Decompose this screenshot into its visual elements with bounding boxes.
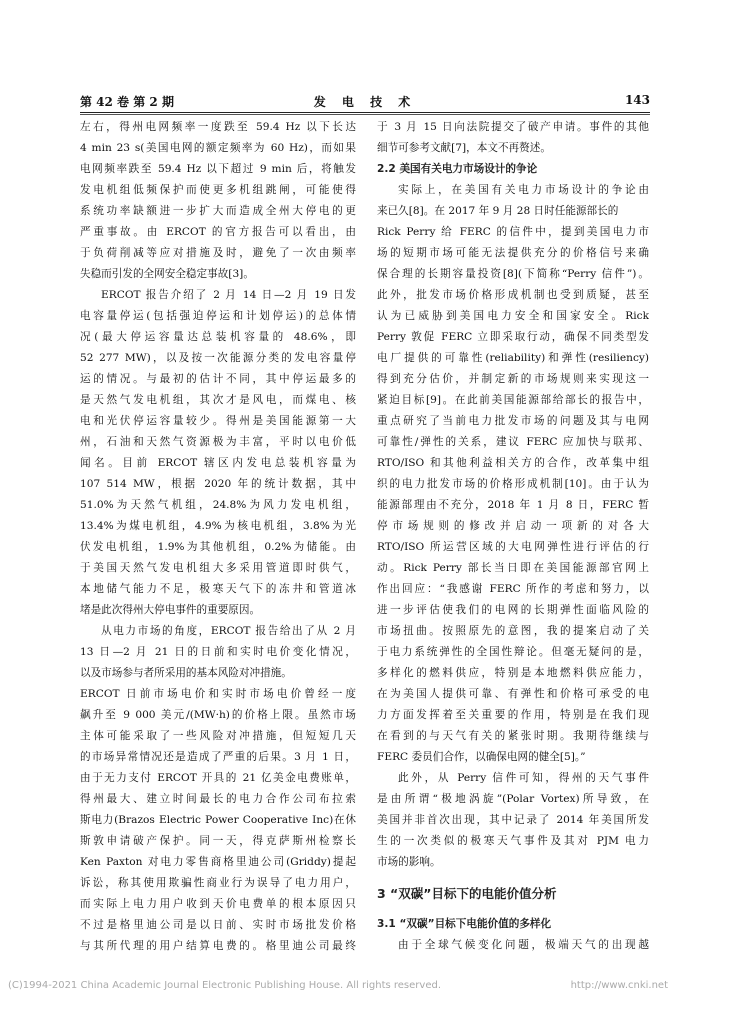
text-line: Rick Perry 给 FERC 的信件中，提到美国电力市: [377, 226, 649, 238]
journal-title: 发 电 技 术: [313, 95, 417, 109]
text-line: 与其所代理的用户结算电费的。格里迪公司最终: [80, 940, 356, 952]
text-line: 认为已威胁到美国电力安全和国家安全。Rick: [377, 310, 649, 322]
text-line: 左右，得州电网频率一度跌至 59.4 Hz 以下长达: [80, 121, 356, 133]
text-line: 州，石油和天然气资源极为丰富，平时以电价低: [80, 436, 356, 448]
text-line: 场的短期市场可能无法提供充分的价格信号来确: [377, 247, 649, 259]
text-line: 可靠性/弹性的关系，建议 FERC 应加快与联邦、: [377, 436, 649, 448]
text-line: 是天然气发电机组，其次才是风电，而煤电、核: [80, 394, 356, 406]
text-line: 斯敦申请破产保护。同一天，得克萨斯州检察长: [80, 835, 356, 847]
running-header: [80, 93, 650, 111]
text-line: ERCOT 报告介绍了 2 月 14 日—2 月 19 日发: [101, 289, 356, 301]
right-paragraph-continuation: [377, 117, 649, 159]
text-line: 107 514 MW，根据 2020 年的统计数据，其中: [80, 478, 356, 490]
text-line: 发电机组低频保护而使更多机组跳闸，可能使得: [80, 184, 356, 196]
text-line: 作出回应：“我感谢 FERC 所作的考虑和努力，以: [377, 583, 649, 595]
text-line: 生的一次类似的极寒天气事件及其对 PJM 电力: [377, 835, 649, 847]
text-line: FERC 委员们合作，以确保电网的健全[5]。”: [377, 751, 586, 763]
text-line: 于 3 月 15 日向法院提交了破产申请。事件的其他: [377, 121, 649, 133]
text-line: 在看到的与天气有关的紧张时期。我期待继续与: [377, 730, 649, 742]
text-line: 来已久[8]。在 2017 年 9 月 28 日时任能源部长的: [377, 205, 619, 217]
text-line: 斯电力(Brazos Electric Power Cooperative Inc)在休: [80, 814, 356, 826]
text-line: 况(最大停运容量达总装机容量的 48.6%，即: [80, 331, 356, 343]
text-line: 电和光伏停运容量较少。得州是美国能源第一大: [80, 415, 356, 427]
text-line: 实际上，在美国有关电力市场设计的争论由: [398, 184, 649, 196]
copyright-text: (C)1994-2021 China Academic Journal Electronic Publishing House. All rights reserved.: [8, 980, 441, 991]
text-line: 多样化的燃料供应，特别是本地燃料供应能力，: [377, 667, 649, 679]
text-line: 织的电力批发市场的价格形成机制[10]。由于认为: [377, 478, 649, 490]
text-line: 本地储气能力不足，极寒天气下的冻井和管道冰: [80, 583, 356, 595]
section-2-2-heading: 2.2 美国有关电力市场设计的争论: [377, 163, 538, 175]
text-line: 电厂提供的可靠性(reliability)和弹性(resiliency): [377, 352, 649, 364]
text-line: 飙升至 9 000 美元/(MW·h)的价格上限。虽然市场: [80, 709, 356, 721]
text-line: 电网频率跌至 59.4 Hz 以下超过 9 min 后，将触发: [80, 163, 356, 175]
text-line: 力方面发挥着至关重要的作用，特别是在我们现: [377, 709, 649, 721]
text-line: 美国并非首次出现，其中记录了 2014 年美国所发: [377, 814, 649, 826]
text-line: 从电力市场的角度，ERCOT 报告给出了从 2 月: [101, 625, 356, 637]
page-number: 143: [624, 93, 650, 107]
header-rule: [80, 112, 650, 113]
text-line: 严重事故。由 ERCOT 的官方报告可以看出，由: [80, 226, 356, 238]
cnki-link[interactable]: http://www.cnki.net: [570, 980, 668, 991]
text-line: 此外，批发市场价格形成机制也受到质疑，甚至: [377, 289, 649, 301]
text-line: 52 277 MW)，以及按一次能源分类的发电容量停: [80, 352, 356, 364]
text-line: 51.0%为天然气机组，24.8%为风力发电机组，: [80, 499, 356, 511]
text-line: 伏发电机组，1.9%为其他机组，0.2%为储能。由: [80, 541, 356, 553]
text-line: 得州最大、建立时间最长的电力合作公司布拉索: [80, 793, 356, 805]
text-line: 失稳而引发的全网安全稳定事故[3]。: [80, 268, 254, 280]
text-line: RTO/ISO 和其他利益相关方的合作，改革集中组: [377, 457, 649, 469]
text-line: 市场的影响。: [377, 856, 441, 868]
text-line: 于电力系统弹性的全国性辩论。但毫无疑问的是，: [377, 646, 649, 658]
text-line: Ken Paxton 对电力零售商格里迪公司(Griddy)提起: [80, 856, 356, 868]
text-line: 保合理的长期容量投资[8](下简称“Perry 信件”)。: [377, 268, 649, 280]
text-line: 系统功率缺额进一步扩大而造成全州大停电的更: [80, 205, 356, 217]
text-line: 重点研究了当前电力批发市场的问题及其与电网: [377, 415, 649, 427]
text-line: 不过是格里迪公司是以日前、实时市场批发价格: [80, 919, 356, 931]
volume-issue: 第 42 卷 第 2 期: [80, 95, 174, 109]
text-line: ERCOT 日前市场电价和实时市场电价曾经一度: [80, 688, 356, 700]
text-line: Perry 敦促 FERC 立即采取行动，确保不同类型发: [377, 331, 649, 343]
text-line: 由于无力支付 ERCOT 开具的 21 亿美金电费账单，: [80, 772, 356, 784]
text-line: 得到充分估价，并制定新的市场规则来实现这一: [377, 373, 649, 385]
text-line: 电容量停运(包括强迫停运和计划停运)的总体情: [80, 310, 356, 322]
text-line: 于负荷削减等应对措施及时，避免了一次由频率: [80, 247, 356, 259]
text-line: 主体可能采取了一些风险对冲措施，但短短几天: [80, 730, 356, 742]
text-line: 能源部理由不充分，2018 年 1 月 8 日，FERC 暂: [377, 499, 649, 511]
text-line: 13.4%为煤电机组，4.9%为核电机组，3.8%为光: [80, 520, 356, 532]
text-line: 进一步评估使我们的电网的长期弹性面临风险的: [377, 604, 649, 616]
text-line: 市场扭曲。按照原先的意图，我的提案启动了关: [377, 625, 649, 637]
text-line: 诉讼，称其使用欺骗性商业行为误导了电力用户，: [80, 877, 356, 889]
section-3-heading: 3 “双碳”目标下的电能价值分析: [377, 886, 557, 901]
text-line: 于美国天然气发电机组大多采用管道即时供气，: [80, 562, 356, 574]
text-line: 停市场规则的修改并启动一项新的对各大: [377, 520, 649, 532]
text-line: 以及市场参与者所采用的基本风险对冲措施。: [80, 667, 292, 679]
text-line: 4 min 23 s(美国电网的额定频率为 60 Hz)，而如果: [80, 142, 356, 154]
text-line: 而实际上电力用户收到天价电费单的根本原因只: [80, 898, 356, 910]
left-column: [80, 117, 356, 957]
text-line: 由于全球气候变化问题，极端天气的出现越: [398, 939, 649, 951]
right-section-body: [377, 180, 649, 873]
text-line: 是由所谓“极地涡旋”(Polar Vortex)所导致，在: [377, 793, 649, 805]
text-line: 运的情况。与最初的估计不同，其中停运最多的: [80, 373, 356, 385]
header-rule-thin: [80, 114, 650, 115]
text-line: 闻名。目前 ERCOT 辖区内发电总装机容量为: [80, 457, 356, 469]
text-line: 此外，从 Perry 信件可知，得州的天气事件: [398, 772, 649, 784]
text-line: 堵是此次得州大停电事件的重要原因。: [80, 604, 261, 616]
section-3-1-heading: 3.1 “双碳”目标下电能价值的多样化: [377, 918, 552, 930]
text-line: 细节可参考文献[7]，本文不再赘述。: [377, 142, 551, 154]
right-section-3-1-body: [377, 935, 649, 956]
text-line: 紧迫目标[9]。在此前美国能源部给部长的报告中，: [377, 394, 649, 406]
text-line: 的市场异常情况还是造成了严重的后果。3 月 1 日，: [80, 751, 356, 763]
right-column: [377, 117, 649, 956]
copyright-footer: [0, 980, 730, 998]
text-line: 动。Rick Perry 部长当日即在美国能源部官网上: [377, 562, 649, 574]
text-line: RTO/ISO 所运营区域的大电网弹性进行评估的行: [377, 541, 649, 553]
text-line: 在为美国人提供可靠、有弹性和价格可承受的电: [377, 688, 649, 700]
text-line: 13 日—2 月 21 日的日前和实时电价变化情况，: [80, 646, 356, 658]
